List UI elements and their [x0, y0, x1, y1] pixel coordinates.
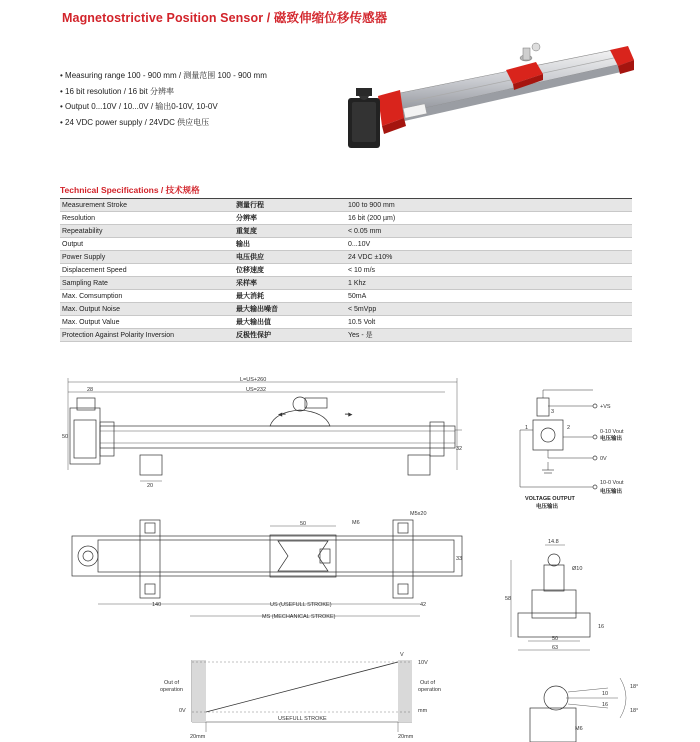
dim-58: 58 — [505, 596, 512, 602]
feature-item: • Output 0...10V / 10...0V / 输出0-10V, 10-0V — [60, 102, 218, 111]
spec-label-cn: 最大输出值 — [234, 316, 346, 329]
rod-end-detail — [530, 678, 638, 742]
arrow-left-icon: ◀━ — [278, 412, 286, 418]
spec-label: Resolution — [60, 212, 234, 225]
spec-label: Sampling Rate — [60, 277, 234, 290]
spec-label-cn: 电压供应 — [234, 251, 346, 264]
pin-3-label: 3 — [551, 409, 555, 415]
dim-useful-stroke: US=232 — [246, 387, 267, 393]
dim-10-rod: 10 — [602, 691, 609, 697]
spec-label-cn: 最大输出噪音 — [234, 303, 346, 316]
specs-title: Technical Specifications / 技术规格 — [60, 185, 200, 195]
dim-50-carriage: 50 — [300, 521, 307, 527]
cross-section-drawing — [505, 539, 604, 651]
spec-value: 24 VDC ±10% — [346, 251, 632, 264]
dim-33: 33 — [456, 556, 463, 562]
spec-label-cn: 反极性保护 — [234, 329, 346, 342]
side-elevation-drawing — [62, 377, 462, 489]
pin-2-label: 2 — [567, 425, 571, 431]
out2-cn-label: 电压输出 — [600, 489, 623, 495]
dim-50-height: 50 — [62, 434, 69, 440]
dim-20: 20 — [147, 483, 154, 489]
spec-label-cn: 测量行程 — [234, 199, 346, 212]
angle-18-top: 18° — [630, 684, 639, 690]
graph-out-left: Out of — [164, 680, 179, 686]
voltage-output-caption: VOLTAGE OUTPUT — [525, 496, 575, 502]
dim-m5x20: M5x20 — [410, 511, 427, 517]
page-title: Magnetostrictive Position Sensor / 磁致伸缩位移传感器 — [62, 11, 388, 25]
graph-20mm-left: 20mm — [190, 734, 206, 740]
dim-14-8: 14.8 — [548, 539, 559, 545]
spec-value: 16 bit (200 µm) — [346, 212, 632, 225]
graph-10v-label: 10V — [418, 660, 428, 666]
dim-useful-stroke-label: US (USEFULL STROKE) — [270, 602, 332, 608]
spec-label: Protection Against Polarity Inversion — [60, 329, 234, 342]
spec-value: 100 to 900 mm — [346, 199, 632, 212]
spec-label-cn: 输出 — [234, 238, 346, 251]
arrow-right-icon: ━▶ — [345, 412, 353, 418]
dim-16: 16 — [598, 624, 605, 630]
feature-item: • Measuring range 100 - 900 mm / 测量范围 100 - 900 mm — [60, 71, 267, 80]
dim-42: 42 — [420, 602, 427, 608]
dim-16-rod: 16 — [602, 702, 609, 708]
dim-63: 63 — [552, 645, 559, 651]
spec-label: Output — [60, 238, 234, 251]
spec-label: Repeatability — [60, 225, 234, 238]
dim-diameter-10: Ø10 — [572, 566, 583, 572]
graph-out-left-2: operation — [160, 687, 183, 693]
spec-label: Max. Output Noise — [60, 303, 234, 316]
spec-value: Yes - 是 — [346, 329, 632, 342]
plan-view-drawing — [72, 511, 462, 620]
spec-label-cn: 位移速度 — [234, 264, 346, 277]
dim-140: 140 — [152, 602, 162, 608]
spec-label: Max. Comsumption — [60, 290, 234, 303]
spec-label-cn: 分辨率 — [234, 212, 346, 225]
spec-label: Displacement Speed — [60, 264, 234, 277]
angle-18-bottom: 18° — [630, 708, 639, 714]
dim-28: 28 — [87, 387, 94, 393]
feature-item: • 24 VDC power supply / 24VDC 供应电压 — [60, 117, 210, 127]
out1-label: 0-10 Vout — [600, 429, 624, 435]
voltage-output-caption-cn: 电压输出 — [536, 504, 559, 510]
dim-m6: M6 — [352, 520, 360, 526]
feature-item: • 16 bit resolution / 16 bit 分辨率 — [60, 86, 174, 96]
vs-label: +VS — [600, 404, 611, 410]
spec-value: < 0.05 mm — [346, 225, 632, 238]
spec-label: Max. Output Value — [60, 316, 234, 329]
pin-1-label: 1 — [525, 425, 529, 431]
spec-label-cn: 重复度 — [234, 225, 346, 238]
spec-value: < 5mVpp — [346, 303, 632, 316]
graph-0v-label: 0V — [179, 708, 186, 714]
dim-50-side: 50 — [552, 636, 559, 642]
spec-label-cn: 最大消耗 — [234, 290, 346, 303]
graph-v-label: V — [400, 652, 404, 658]
spec-value: 0...10V — [346, 238, 632, 251]
spec-value: < 10 m/s — [346, 264, 632, 277]
out1-cn-label: 电压输出 — [600, 436, 623, 442]
spec-value: 10.5 Volt — [346, 316, 632, 329]
dim-32: 32 — [456, 446, 463, 452]
wiring-diagram — [520, 390, 624, 510]
graph-mm-label: mm — [418, 708, 428, 714]
graph-useful-stroke: USEFULL STROKE — [278, 716, 327, 722]
spec-label-cn: 采样率 — [234, 277, 346, 290]
dim-total-length: L=US+260 — [240, 377, 267, 383]
graph-out-right-2: operation — [418, 687, 441, 693]
graph-20mm-right: 20mm — [398, 734, 414, 740]
gnd-label: 0V — [600, 456, 607, 462]
spec-label: Measurement Stroke — [60, 199, 234, 212]
dim-mechanical-stroke-label: MS (MECHANICAL STROKE) — [262, 614, 336, 620]
dim-m6-rod: M6 — [575, 726, 583, 732]
spec-value: 1 Khz — [346, 277, 632, 290]
out2-label: 10-0 Vout — [600, 480, 624, 486]
graph-out-right: Out of — [420, 680, 435, 686]
spec-value: 50mA — [346, 290, 632, 303]
output-graph — [160, 652, 441, 740]
spec-label: Power Supply — [60, 251, 234, 264]
